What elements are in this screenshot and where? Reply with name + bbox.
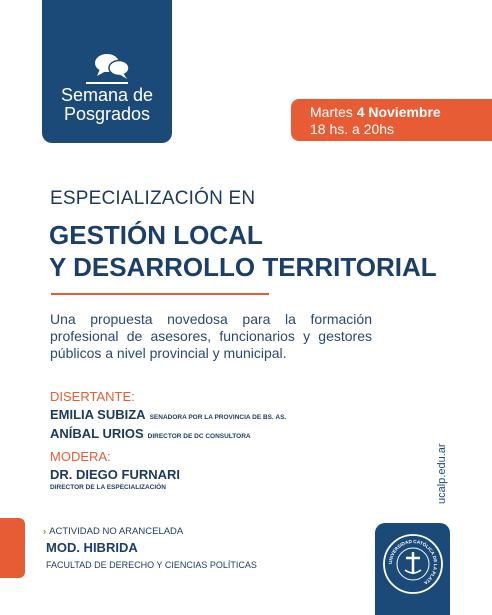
badge-line2: Posgrados [63,104,151,124]
semana-badge [42,0,172,143]
speaker-1 [50,406,286,424]
orange-side-tab [0,518,25,578]
badge-divider [86,82,128,84]
speaker-1-role: SENADORA POR LA PROVINCIA DE BS. AS. [149,414,287,421]
website-url[interactable]: ucalp.edu.ar [436,443,448,504]
event-day: Martes [310,104,353,120]
moderator [50,466,180,484]
university-seal-icon [382,533,444,595]
speaker-2-role: DIRECTOR DE DC CONSULTORA [147,433,251,440]
university-logo-box [375,523,450,615]
activity-label: ACTIVIDAD NO ARANCELADA [49,526,184,537]
moderator-heading: MODERA: [50,449,111,464]
event-time: 18 hs. a 20hs [310,121,395,137]
faculty-name: FACULTAD DE DERECHO Y CIENCIAS POLÍTICAS [46,560,257,570]
event-date: 4 Noviembre [356,104,441,120]
title-divider [51,293,269,295]
badge-line1: Semana de [60,85,154,105]
activity-note [43,526,183,537]
speakers-heading: DISERTANTE: [50,389,135,404]
course-title-line2: Y DESARROLLO TERRITORIAL [49,252,437,282]
course-description: Una propuesta novedosa para la formación profesional de asesores, funcionarios y gestores públicos a nivel provincial y municipal. [50,311,372,361]
event-date-box [291,99,492,141]
modality: MOD. HIBRIDA [46,540,138,555]
speaker-1-name: EMILIA SUBIZA [50,407,146,422]
chat-bubbles-icon [92,52,132,82]
moderator-role: DIRECTOR DE LA ESPECIALIZACIÓN [50,484,166,491]
badge-label [42,86,172,124]
moderator-name: DR. DIEGO FURNARI [50,467,180,482]
course-title-line1: GESTIÓN LOCAL [49,220,263,250]
speaker-2-name: ANÍBAL URIOS [50,426,144,441]
course-kicker: ESPECIALIZACIÓN EN [50,188,256,209]
chevron-right-icon: › [43,526,47,537]
course-title [49,219,437,283]
speaker-2 [50,425,251,443]
logo-ring-text: UNIVERSIDAD CATÓLICA DE LA PLATA [387,538,439,586]
